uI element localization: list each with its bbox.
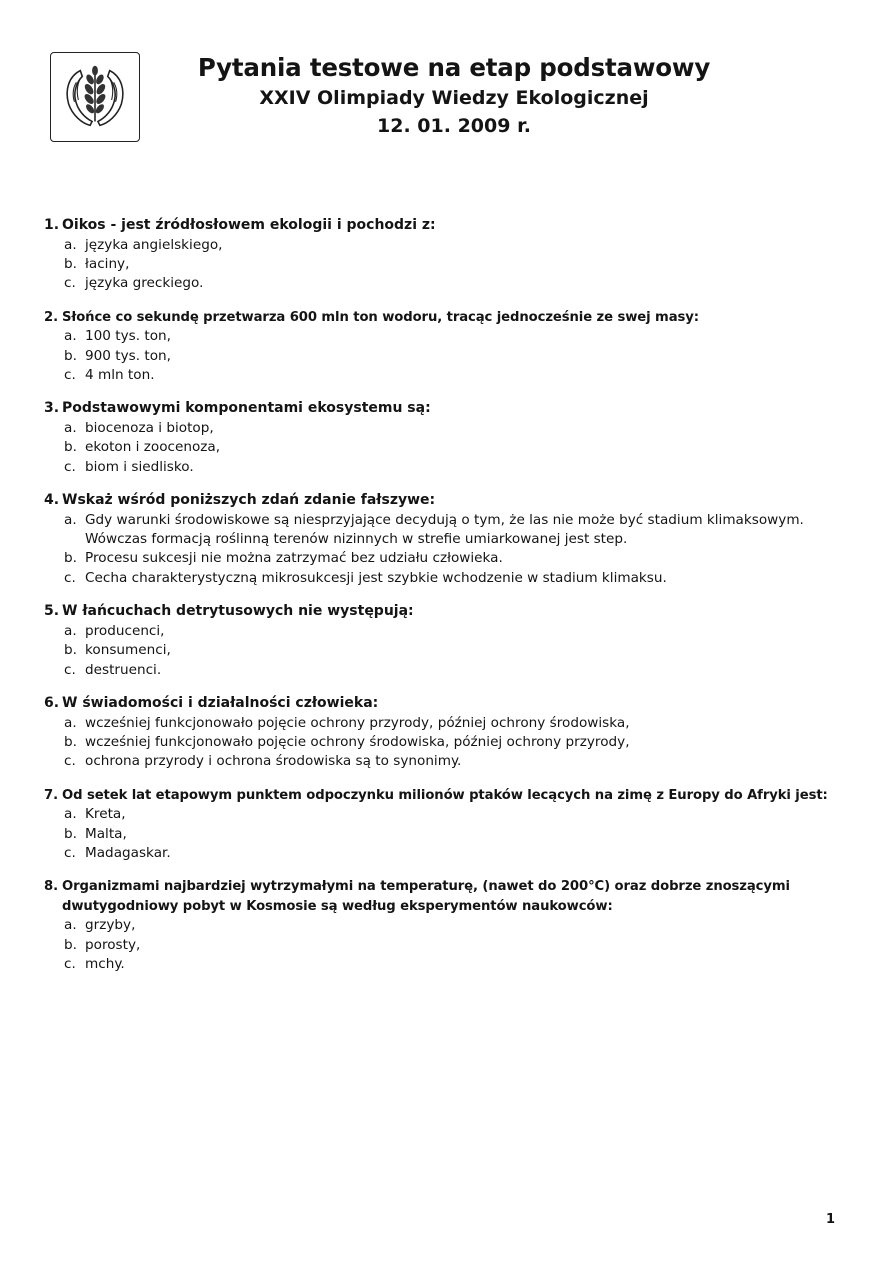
question-list [44, 216, 844, 989]
option-text: producenci, [85, 622, 165, 639]
question-text [44, 877, 844, 916]
option-text: destruenci. [85, 661, 162, 678]
answer-option [64, 661, 844, 680]
option-text: 4 mln ton. [85, 367, 155, 384]
question-text [44, 216, 844, 236]
question-number: 5. [44, 603, 60, 620]
question-body: W świadomości i działalności człowieka: [62, 695, 379, 711]
answer-options [44, 236, 844, 294]
answer-option [64, 511, 844, 550]
answer-options [44, 327, 844, 385]
answer-option [64, 955, 844, 974]
answer-option [64, 255, 844, 274]
option-letter: b. [64, 439, 77, 456]
answer-option [64, 347, 844, 366]
option-text: łaciny, [85, 255, 130, 272]
answer-option [64, 236, 844, 255]
question-3 [44, 399, 844, 477]
answer-options [44, 714, 844, 772]
answer-option [64, 752, 844, 771]
question-body: Organizmami najbardziej wytrzymałymi na temperaturę, (nawet do 200°C) oraz dobrze znoszącymi dwutygodniowy pobyt w Kosmosie są według eksperymentów naukowców: [62, 879, 790, 914]
answer-option [64, 844, 844, 863]
option-text: konsumenci, [85, 642, 171, 659]
option-text: porosty, [85, 936, 141, 953]
option-text: Gdy warunki środowiskowe są niesprzyjające decydują o tym, że las nie może być stadium klimaksowym. Wówczas formacją roślinną terenów nizinnych w strefie umiarkowanej jest step. [85, 511, 804, 548]
question-body: W łańcuchach detrytusowych nie występują: [62, 603, 414, 620]
option-letter: c. [64, 845, 76, 862]
olympiad-logo [50, 52, 140, 142]
question-number: 7. [44, 787, 58, 803]
question-text [44, 786, 844, 806]
question-number: 8. [44, 879, 58, 895]
option-letter: a. [64, 806, 77, 823]
answer-options [44, 622, 844, 680]
option-text: mchy. [85, 956, 125, 973]
question-text [44, 602, 844, 622]
option-text: grzyby, [85, 917, 136, 934]
option-text: ekoton i zoocenoza, [85, 439, 221, 456]
answer-option [64, 438, 844, 457]
option-text: 900 tys. ton, [85, 347, 171, 364]
option-text: języka greckiego. [85, 275, 204, 292]
option-letter: a. [64, 328, 77, 345]
option-text: Malta, [85, 825, 127, 842]
option-letter: c. [64, 661, 76, 678]
answer-option [64, 622, 844, 641]
option-letter: b. [64, 733, 77, 750]
option-letter: b. [64, 347, 77, 364]
question-number: 4. [44, 492, 60, 509]
document-title: Pytania testowe na etap podstawowy [197, 53, 711, 82]
option-text: wcześniej funkcjonowało pojęcie ochrony środowiska, później ochrony przyrody, [85, 733, 630, 750]
answer-option [64, 366, 844, 385]
option-letter: a. [64, 714, 77, 731]
answer-options [44, 419, 844, 477]
question-body: Oikos - jest źródłosłowem ekologii i pochodzi z: [62, 217, 436, 233]
option-text: języka angielskiego, [85, 236, 223, 253]
page-number: 1 [826, 1212, 836, 1227]
document-date: 12. 01. 2009 r. [377, 115, 531, 137]
option-letter: a. [64, 236, 77, 253]
question-text [44, 694, 844, 714]
question-body: Podstawowymi komponentami ekosystemu są: [62, 400, 431, 417]
question-number: 6. [44, 695, 60, 711]
question-text [44, 491, 844, 511]
answer-option [64, 805, 844, 824]
hands-holding-plant-icon [51, 53, 139, 141]
option-text: 100 tys. ton, [85, 328, 171, 345]
option-letter: a. [64, 419, 77, 436]
option-letter: c. [64, 458, 76, 475]
question-number: 3. [44, 400, 60, 417]
answer-option [64, 825, 844, 844]
question-text [44, 399, 844, 419]
option-letter: c. [64, 753, 76, 770]
option-letter: b. [64, 550, 77, 567]
option-letter: a. [64, 511, 77, 528]
option-text: biocenoza i biotop, [85, 419, 214, 436]
answer-option [64, 327, 844, 346]
answer-option [64, 714, 844, 733]
question-2 [44, 308, 844, 386]
question-6 [44, 694, 844, 772]
option-letter: b. [64, 255, 77, 272]
option-text: Cecha charakterystyczną mikrosukcesji jest szybkie wchodzenie w stadium klimaksu. [85, 569, 667, 586]
question-7 [44, 786, 844, 864]
option-text: biom i siedlisko. [85, 458, 194, 475]
answer-option [64, 569, 844, 588]
option-letter: b. [64, 936, 77, 953]
option-text: wcześniej funkcjonowało pojęcie ochrony przyrody, później ochrony środowiska, [85, 714, 630, 731]
answer-options [44, 805, 844, 863]
option-letter: b. [64, 642, 77, 659]
question-body: Od setek lat etapowym punktem odpoczynku milionów ptaków lecących na zimę z Europy do Afryki jest: [62, 787, 828, 803]
answer-options [44, 511, 844, 589]
question-number: 2. [44, 309, 58, 325]
question-5 [44, 602, 844, 680]
answer-option [64, 549, 844, 568]
document-header [140, 52, 768, 140]
answer-option [64, 641, 844, 660]
question-1 [44, 216, 844, 294]
answer-option [64, 733, 844, 752]
option-letter: c. [64, 275, 76, 292]
option-letter: a. [64, 622, 77, 639]
question-body: Wskaż wśród poniższych zdań zdanie fałszywe: [62, 492, 436, 509]
answer-option [64, 458, 844, 477]
document-subtitle: XXIV Olimpiady Wiedzy Ekologicznej [259, 87, 649, 109]
question-4 [44, 491, 844, 588]
answer-option [64, 936, 844, 955]
option-letter: c. [64, 367, 76, 384]
answer-options [44, 916, 844, 974]
answer-option [64, 419, 844, 438]
option-text: Procesu sukcesji nie można zatrzymać bez udziału człowieka. [85, 550, 503, 567]
option-text: Madagaskar. [85, 845, 171, 862]
question-body: Słońce co sekundę przetwarza 600 mln ton wodoru, tracąc jednocześnie ze swej masy: [62, 309, 699, 325]
option-text: Kreta, [85, 806, 126, 823]
question-number: 1. [44, 217, 60, 233]
option-letter: c. [64, 956, 76, 973]
answer-option [64, 274, 844, 293]
option-letter: c. [64, 569, 76, 586]
question-text [44, 308, 844, 328]
option-letter: a. [64, 917, 77, 934]
option-letter: b. [64, 825, 77, 842]
answer-option [64, 916, 844, 935]
option-text: ochrona przyrody i ochrona środowiska są to synonimy. [85, 753, 462, 770]
question-8 [44, 877, 844, 974]
